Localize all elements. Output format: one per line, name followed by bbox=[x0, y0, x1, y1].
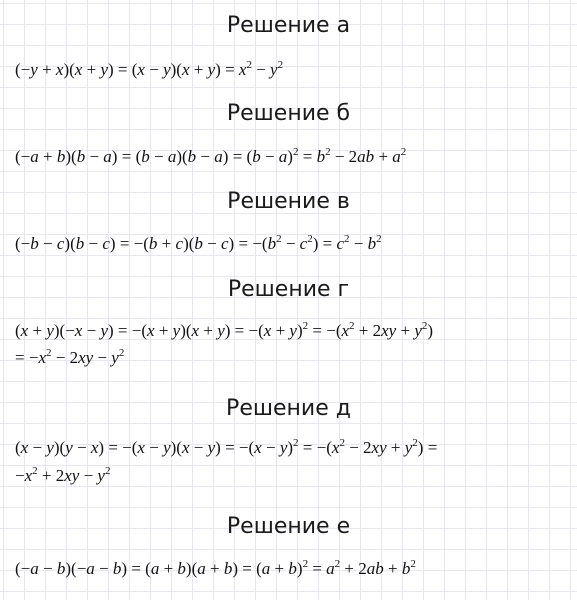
equation-v-line-1: $(-b - c)(b - c) = -(b + c)(b - c) = -(b^2 - c^2) = c^2 - b^2$ bbox=[15, 233, 382, 253]
heading-b: Решение б bbox=[226, 101, 351, 126]
equation-g-line-1: $(x + y)(-x - y) = -(x + y)(x + y) = -(x + y)^2 = -(x^2 + 2xy + y^2)$ bbox=[15, 320, 434, 340]
equation-a-line-1: $(-y + x)(x + y) = (x - y)(x + y) = x^2 - y^2$ bbox=[15, 59, 284, 79]
heading-d: Решение д bbox=[226, 396, 351, 421]
heading-a: Решение а bbox=[226, 13, 351, 38]
heading-e: Решение е bbox=[226, 514, 351, 539]
equation-e-line-1: $(-a - b)(-a - b) = (a + b)(a + b) = (a + b)^2 = a^2 + 2ab + b^2$ bbox=[15, 558, 416, 578]
equation-b-line-1: $(-a + b)(b - a) = (b - a)(b - a) = (b - a)^2 = b^2 - 2ab + a^2$ bbox=[15, 146, 407, 166]
heading-v: Решение в bbox=[227, 189, 350, 214]
equation-d-line-1: $(x - y)(y - x) = -(x - y)(x - y) = -(x - y)^2 = -(x^2 - 2xy + y^2)$ = bbox=[15, 437, 438, 457]
equation-d-line-2: $-x^2 + 2xy - y^2$ bbox=[15, 465, 111, 485]
heading-g: Решение г bbox=[227, 277, 350, 302]
equation-g-line-2: = $-x^2 - 2xy - y^2$ bbox=[15, 347, 125, 367]
